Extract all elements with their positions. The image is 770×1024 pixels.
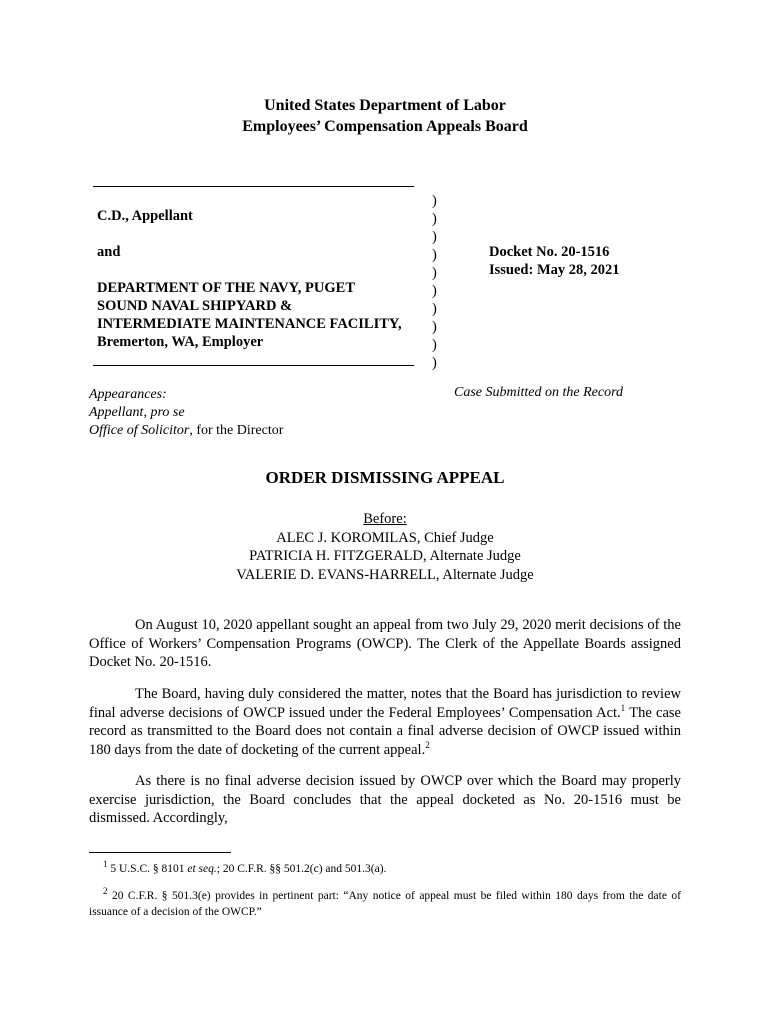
order-title: ORDER DISMISSING APPEAL (265, 468, 505, 487)
footnote-ref-1[interactable]: 1 (620, 702, 626, 713)
footnote-separator (89, 852, 231, 853)
judge-name: ALEC J. KOROMILAS, Chief Judge (276, 529, 494, 546)
paren: ) (432, 337, 437, 353)
footnote-1: $^1$ 5 U.S.C. § 8101 et seq.; 20 C.F.R. §§ 501.2(c) and 501.3(a). (103, 859, 387, 875)
paren: ) (432, 247, 437, 263)
footnote-2: $^2$ 20 C.F.R. § 501.3(e) provides in pertinent part: “Any notice of appeal must be filed within 180 days from the date of issuance of a decision of the OWCP.” (89, 886, 681, 918)
paren: ) (432, 229, 437, 245)
board-name: Employees’ Compensation Appeals Board (242, 118, 528, 135)
employer-line: INTERMEDIATE MAINTENANCE FACILITY, (97, 316, 402, 332)
paren: ) (432, 193, 437, 209)
body-paragraph-2: The Board, having duly considered the matter, notes that the Board has jurisdiction to review final adverse decisions of OWCP issued under the Federal Employees’ Compensation Act.$^1$ The case record as transmitted to the Board does not contain a final adverse decision of OWCP issued within 180 days from the date of docketing of the current appeal.$^2$ (89, 686, 681, 758)
appellant-name: C.D., Appellant (97, 208, 193, 224)
employer-line: SOUND NAVAL SHIPYARD & (97, 298, 293, 314)
appearances-heading: Appearances: (89, 387, 167, 402)
caption-bottom-rule (93, 365, 414, 366)
issued-date: Issued: May 28, 2021 (489, 262, 620, 278)
caption-and: and (97, 244, 121, 260)
judge-name: VALERIE D. EVANS-HARRELL, Alternate Judge (236, 566, 534, 583)
paren: ) (432, 319, 437, 335)
caption-top-rule (93, 186, 414, 187)
employer-line: Bremerton, WA, Employer (97, 334, 264, 350)
paren: ) (432, 283, 437, 299)
paren: ) (432, 301, 437, 317)
paren: ) (432, 211, 437, 227)
body-paragraph-3: As there is no final adverse decision issued by OWCP over which the Board may properly exercise jurisdiction, the Board concludes that the appeal docketed as No. 20-1516 must be dismissed. Accordingly, (89, 773, 681, 826)
judge-name: PATRICIA H. FITZGERALD, Alternate Judge (249, 548, 521, 564)
before-label: Before: (363, 511, 407, 527)
appearances-block (89, 386, 283, 440)
body-paragraph-1: On August 10, 2020 appellant sought an appeal from two July 29, 2020 merit decisions of the Office of Workers’ Compensation Programs (OWCP). The Clerk of the Appellate Boards assigned Docket No. 20-1516. (89, 617, 681, 670)
judges-panel (0, 510, 770, 584)
paren: ) (432, 355, 437, 371)
paren: ) (432, 265, 437, 281)
appearance-appellant: Appellant, pro se (89, 405, 185, 420)
employer-line: DEPARTMENT OF THE NAVY, PUGET (97, 280, 355, 296)
docket-number: Docket No. 20-1516 (489, 244, 610, 260)
footnote-ref-2[interactable]: 2 (425, 739, 430, 750)
caption-parentheses (432, 192, 437, 372)
employer-block (97, 279, 402, 351)
agency-name: United States Department of Labor (264, 97, 506, 114)
case-submitted-note: Case Submitted on the Record (454, 385, 624, 400)
appearance-solicitor: Office of Solicitor, for the Director (89, 423, 284, 438)
